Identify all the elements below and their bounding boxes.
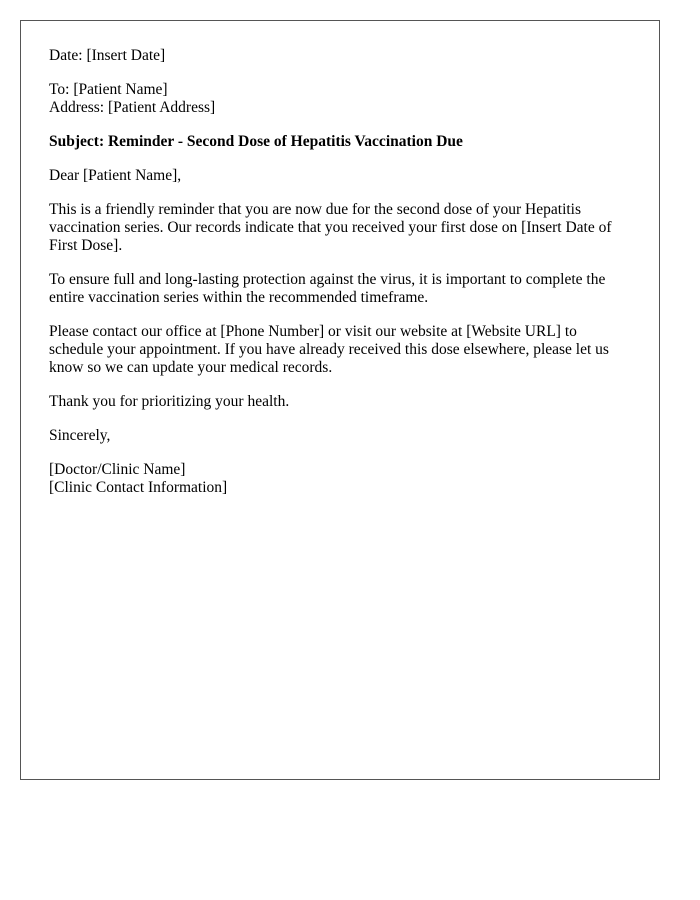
recipient-name-line: To: [Patient Name]: [49, 81, 168, 98]
date-line: Date: [Insert Date]: [49, 47, 166, 64]
body-paragraph-4: Thank you for prioritizing your health.: [49, 393, 290, 410]
signature-name: [Doctor/Clinic Name]: [49, 461, 186, 478]
signature-block: [49, 461, 631, 497]
closing: Sincerely,: [49, 427, 111, 444]
body-paragraph-3: Please contact our office at [Phone Number] or visit our website at [Website URL] to schedule your appointment. If you have already received this dose elsewhere, please let us know so we can update your medical records.: [49, 323, 609, 376]
letter-page: [20, 20, 660, 780]
body-paragraph-1: This is a friendly reminder that you are now due for the second dose of your Hepatitis vaccination series. Our records indicate that you received your first dose on [Insert Date of First Dose].: [49, 201, 612, 254]
salutation: Dear [Patient Name],: [49, 167, 182, 184]
recipient-block: [49, 81, 631, 117]
body-paragraph-2: To ensure full and long-lasting protection against the virus, it is important to complete the entire vaccination series within the recommended timeframe.: [49, 271, 606, 306]
subject-line: Subject: Reminder - Second Dose of Hepatitis Vaccination Due: [49, 133, 463, 150]
recipient-address-line: Address: [Patient Address]: [49, 99, 216, 116]
signature-contact: [Clinic Contact Information]: [49, 479, 228, 496]
